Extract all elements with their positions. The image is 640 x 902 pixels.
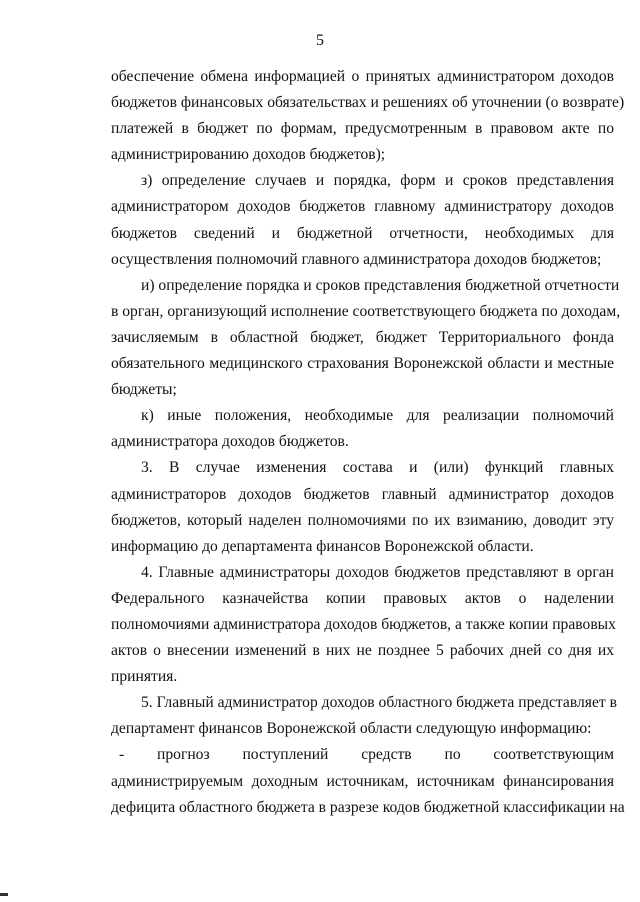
text-line: 3. В случае изменения состава и (или) функций главных <box>141 459 614 477</box>
scan-artifact <box>0 893 8 896</box>
text-line: полномочиями администратора доходов бюджетов, а также копии правовых <box>111 615 616 633</box>
text-line: зачисляемым в областной бюджет, бюджет Территориального фонда <box>111 328 614 346</box>
text-line: бюджеты; <box>111 381 177 399</box>
text-line: бюджетов сведений и бюджетной отчетности, необходимых для <box>111 224 614 242</box>
text-line: информацию до департамента финансов Воронежской области. <box>111 537 534 555</box>
text-line: платежей в бюджет по формам, предусмотренным в правовом акте по <box>111 120 614 138</box>
document-body <box>111 64 625 821</box>
text-line: актов о внесении изменений в них не позднее 5 рабочих дней со дня их <box>111 642 614 660</box>
text-line: дефицита областного бюджета в разрезе кодов бюджетной классификации на <box>111 798 625 816</box>
text-line: - прогноз поступлений средств по соответствующим <box>119 746 614 764</box>
text-line: 4. Главные администраторы доходов бюджетов представляют в орган <box>141 563 614 581</box>
text-line: обеспечение обмена информацией о принятых администратором доходов <box>111 68 614 85</box>
text-line: администратором доходов бюджетов главному администратору доходов <box>111 198 614 216</box>
text-line: Федерального казначейства копии правовых актов о наделении <box>111 589 614 607</box>
text-line: осуществления полномочий главного администратора доходов бюджетов; <box>111 250 602 268</box>
text-line: бюджетов, который наделен полномочиями по их взиманию, доводит эту <box>111 511 614 529</box>
text-line: в орган, организующий исполнение соответствующего бюджета по доходам, <box>111 302 621 320</box>
text-line: администраторов доходов бюджетов главный администратор доходов <box>111 485 614 503</box>
text-line: к) иные положения, необходимые для реализации полномочий <box>141 407 614 425</box>
text-line: департамент финансов Воронежской области следующую информацию: <box>111 720 592 738</box>
text-line: принятия. <box>111 668 178 686</box>
text-line: администратора доходов бюджетов. <box>111 433 349 451</box>
text-line: администрируемым доходным источникам, источникам финансирования <box>111 772 614 790</box>
text-line: обязательного медицинского страхования Воронежской области и местные <box>111 355 614 373</box>
text-line: 5. Главный администратор доходов областного бюджета представляет в <box>141 694 617 712</box>
text-line: бюджетов финансовых обязательствах и решениях об уточнении (о возврате) <box>111 94 625 112</box>
page-number: 5 <box>316 32 324 49</box>
text-line: администрированию доходов бюджетов); <box>111 146 386 164</box>
text-line: з) определение случаев и порядка, форм и сроков представления <box>141 172 614 190</box>
text-line: и) определение порядка и сроков представления бюджетной отчетности <box>141 276 620 294</box>
